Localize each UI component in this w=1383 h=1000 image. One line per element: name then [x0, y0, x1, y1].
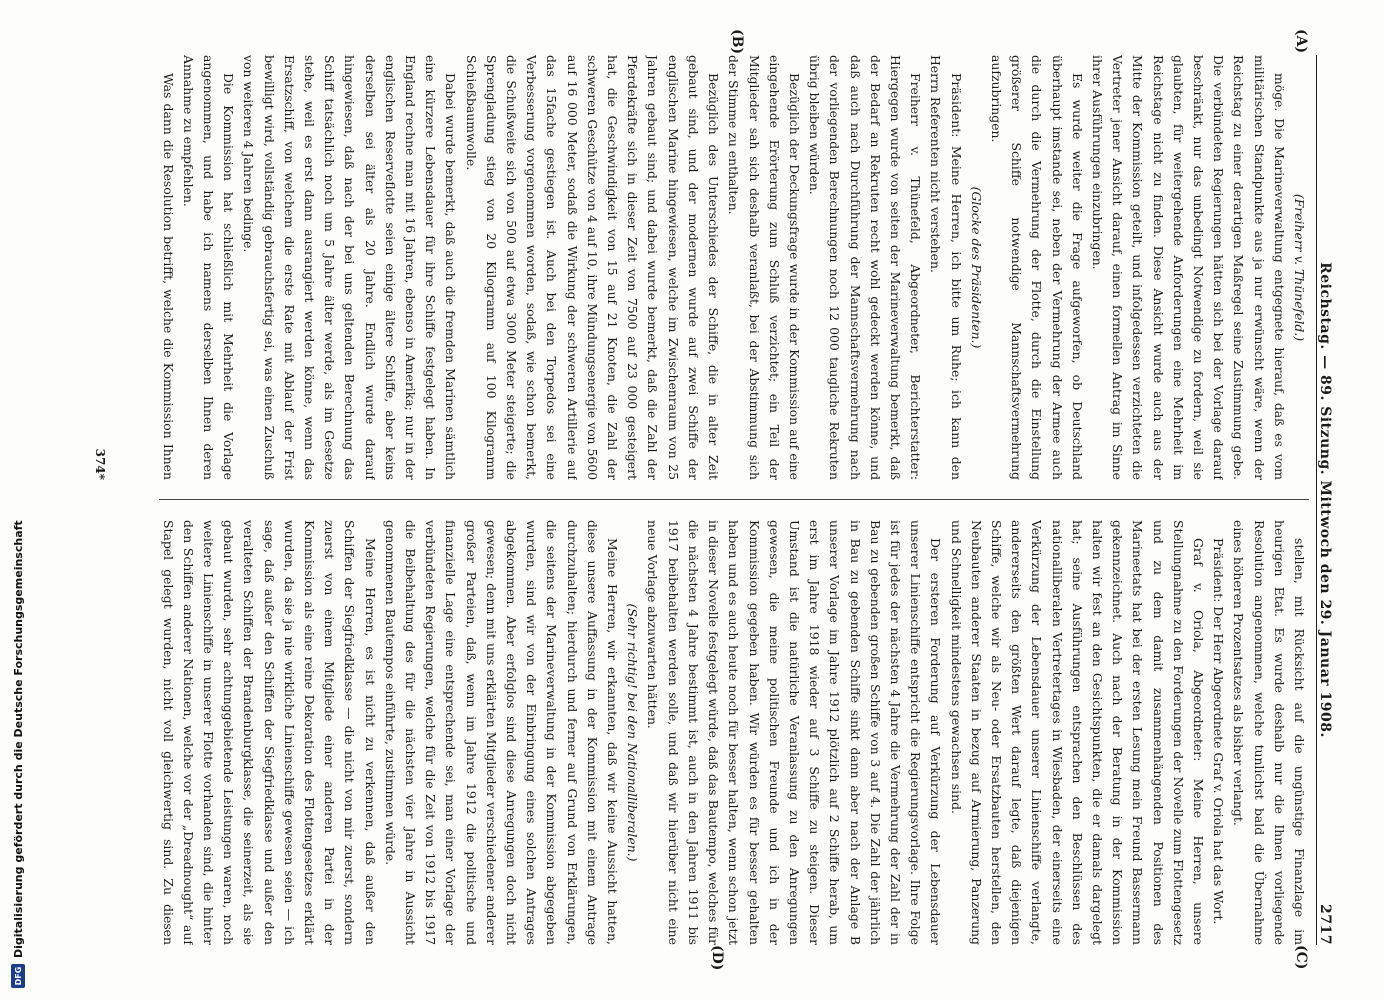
rotated-document-page	[55, 29, 1345, 971]
right-column	[159, 520, 1309, 945]
digitization-credit: Digitalisierung gefördert durch die Deutsche Forschungsgemeinschaft	[11, 520, 25, 958]
digitization-footer	[7, 8, 29, 988]
margin-marker-a: (A)	[1293, 29, 1309, 54]
paragraph: Bezüglich des Unterschiedes der Schiffe, die in alter Zeit gebaut sind, und der modernen wurde auf zwei Schiffe der englischen Marine hingewiesen, welche im Zwischenraum von 25 Jahren gebaut sind; und dabei wurde bemerkt, daß die Zahl der Pferdekräfte sich in dieser Zeit von 7500 auf 23 000 gesteigert hat, die Geschwindigkeit von 15 auf 21 Knoten, die Zahl der schweren Geschütze von 4 auf 10, ihre Mündungsenergie von 5600 auf 16 000 Meter, sodaß die Wirkung der schweren Artillerie auf das 15fache gestiegen ist. Auch bei den Torpedos sei eine Verbesserung vorgenommen worden, sodaß, wie schon bemerkt, die Schußweite sich von 500 auf etwa 3000 Meter steigerte; die Sprengladung stieg von 20 Kilogramm auf 100 Kilogramm Schießbaumwolle.	[463, 55, 722, 480]
page-number: 2717	[1317, 904, 1333, 945]
paragraph: Dabei wurde bemerkt, daß auch die fremden Marinen sämtlich eine kürzere Lebensdauer für ihre Schiffe festgelegt haben. In England rechne man mit 16 Jahren, ebenso in Amerika; nur in der englischen Reserveflotte seien einige ältere Schiffe, aber keins derselben sei älter als 20 Jahre. Endlich wurde darauf hingewiesen, daß nach der bei uns geltenden Berechnung das Schiff tatsächlich noch um 5 Jahre älter werde, als im Gesetze stehe, weil es erst dann ausrangiert werden könne, wenn das Ersatzschiff, von welchem die erste Rate mit Ablauf der Frist bewilligt wird, vollständig gebrauchsfertig sei, was einen Zuschuß von weiteren 4 Jahren bedinge.	[241, 55, 459, 480]
page-title: Reichstag. — 89. Sitzung. Mittwoch den 29. Januar 1908.	[1317, 262, 1333, 738]
margin-marker-b: (B)	[729, 29, 745, 55]
column-divider	[159, 499, 1309, 500]
paragraph: Graf v. Oriola, Abgeordneter: Meine Herren, unsere Stellungnahme zu den Forderungen der Novelle zum Flottengesetz und zu dem damit zusammenhängenden Positionen des Marineetats hat bei der ersten Lesung mein Freund Bassermann gekennzeichnet. Auch nach der Beratung in der Kommission halten wir fest an den Gesichtspunkten, die er damals dargelegt hat; seine Ausführungen entsprachen den Beschlüssen des nationalliberalen Vertretertages in Wiesbaden, der einerseits eine Verkürzung der Lebensdauer unserer Linienschiffe verlangte, andererseits den größten Wert darauf legte, daß diejenigen Schiffe, welche wir als Neu- oder Ersatzbauten herstellen, den Neubauten anderer Staaten in bezug auf Armierung, Panzerung und Schnelligkeit mindestens gewachsen sind.	[948, 520, 1206, 945]
paragraph: Freiherr v. Thünefeld, Abgeordneter, Berichterstatter: Hiergegen wurde von seiten der Marineverwaltung bemerkt, daß der Bedarf an Rekruten recht wohl gedeckt werden könne, und daß auch nach Durchführung der Mannschaftsvermehrung nach der vorliegenden Berechnungen noch 12 000 taugliche Rekruten übrig bleiben würden.	[807, 55, 924, 480]
page-header	[1316, 55, 1345, 945]
dfg-logo-icon: DFG	[11, 964, 25, 988]
signature-mark: 374*	[93, 448, 107, 480]
speaker-line: (Freiherr v. Thünefeld.)	[1292, 193, 1307, 342]
stage-direction: (Glocke des Präsidenten.)	[968, 186, 984, 349]
stage-direction: (Sehr richtig! bei den Nationalliberalen.)	[625, 603, 641, 862]
paragraph: Bezüglich der Deckungsfrage wurde in der Kommission auf eine eingehende Erörterung zum Schluß verzichtet; ein Teil der Mitglieder sah sich deshalb veranlaßt, bei der Abstimmung sich der Stimme zu enthalten.	[726, 55, 802, 480]
paragraph: Der ersteren Forderung auf Verkürzung der Lebensdauer unserer Linienschiffe entspricht die Regierungsvorlage. Ihre Folge ist für jedes der nächsten 4 Jahre die Vermehrung der Zahl der in Bau zu gebenden großen Schiffe von 3 auf 4. Die Zahl der jährlich in Bau zu gebenden Schiffe sinkt dann aber nach der Anlage B unserer Vorlage im Jahre 1912 plötzlich auf 2 Schiffe herab, um erst im Jahre 1918 wieder auf 3 Schiffe zu steigen. Dieser Umstand ist die natürliche Veranlassung zu den Anregungen gewesen, die meine politischen Freunde und ich in der Kommission gegeben haben. Wir würden es für besser gehalten haben und es auch heute noch für besser halten, wenn schon jetzt in dieser Novelle festgelegt würde, daß das Bautempo, welches für die nächsten 4 Jahre bestimmt ist, auch in den Jahren 1911 bis 1917 beibehalten werden solle, und daß wir hierüber nicht eine neue Vorlage abzuwarten hätten.	[645, 520, 944, 945]
paragraph: möge. Die Marineverwaltung entgegnete hierauf, daß es vom militärischen Standpunkte aus ja nur erwünscht wäre, wenn der Reichstag zu einer derartigen Maßregel seine Zustimmung gebe. Die verbündeten Regierungen hätten sich bei der Vorlage darauf beschränkt, nur das unbedingt Notwendige zu fordern, weil sie glaubten, für weitergehende Anforderungen eine Mehrheit im Reichstage nicht zu finden. Diese Ansicht wurde auch aus der Mitte der Kommission geteilt, und infolgedessen verzichteten die Vertreter jener Ansicht darauf, einen formellen Antrag im Sinne ihrer Ausführungen einzubringen.	[1089, 55, 1287, 480]
margin-marker-d: (D)	[709, 945, 725, 971]
left-column	[159, 55, 1309, 480]
paragraph: Präsident: Meine Herren, ich bitte um Ruhe; ich kann den Herrn Referenten nicht verstehen.	[928, 55, 964, 480]
paragraph: Was dann die Resolution betrifft, welche die Kommission Ihnen	[160, 73, 176, 480]
paragraph: Die Kommission hat schließlich mit Mehrheit die Vorlage angenommen, und habe ich namens derselben Ihnen deren Annahme zu empfehlen.	[180, 55, 237, 480]
paragraph: Meine Herren, es ist nicht zu verkennen, daß außer den Schiffen der Siegfriedklasse — die nicht von mir zuerst, sondern zuerst von einem Mitgliede einer anderen Partei in der Kommission als eine reine Dekoration des Flottengesetzes erklärt wurden, da sie ja nie wirkliche Linienschiffe gewesen seien — ich sage, daß außer den Schiffen der Siegfriedklasse und außer den veralteten Schiffen der Brandenburgklasse, die seinerzeit, als sie gebaut wurden, sehr achtunggebietende Leistungen waren, noch weitere Linienschiffe in unserer Flotte vorhanden sind, die hinter den Schiffen anderer Nationen, welche vor der „Dreadnought“ auf Stapel gelegt wurden, nicht voll gleichwertig sind. Zu diesen	[160, 520, 378, 945]
paragraph: Präsident: Der Herr Abgeordnete Graf v. Oriola hat das Wort.	[1211, 538, 1227, 925]
paragraph: Es wurde weiter die Frage aufgeworfen, ob Deutschland überhaupt imstande sei, neben der Vermehrung der Armee auch die durch die Vermehrung der Flotte, durch die Einstellung größerer Schiffe notwendige Mannschaftsvermehrung aufzubringen.	[988, 55, 1085, 480]
paragraph: stellen, mit Rücksicht auf die ungünstige Finanzlage im heurigen Etat. Es wurde deshalb nur die Ihnen vorliegende Resolution angenommen, welche tunlichst bald die Übernahme eines höheren Prozentsatzes als bisher verlangt.	[1231, 520, 1307, 945]
paragraph: Meine Herren, wir erkannten, daß wir keine Aussicht hatten, diese unsere Auffassung in der Kommission mit einem Antrage durchzuhalten; hierdurch und ferner auf Grund von Erklärungen, die seitens der Marineverwaltung in der Kommission abgegeben wurden, sind wir von der Einbringung eines solchen Antrages abgekommen. Aber erfolglos sind diese Anregungen doch nicht gewesen; denn mit uns erklärten Mitglieder verschiedener anderer großer Parteien, daß, wenn im Jahre 1912 die politische und finanzielle Lage eine entsprechende sei, man einer Vorlage der verbündeten Regierungen, welche für die Zeit von 1912 bis 1917 die Beibehaltung des für die nächsten vier Jahre in Aussicht genommenen Bautempos einführte, zustimmen würde.	[382, 520, 621, 945]
margin-marker-c: (C)	[1293, 945, 1309, 970]
